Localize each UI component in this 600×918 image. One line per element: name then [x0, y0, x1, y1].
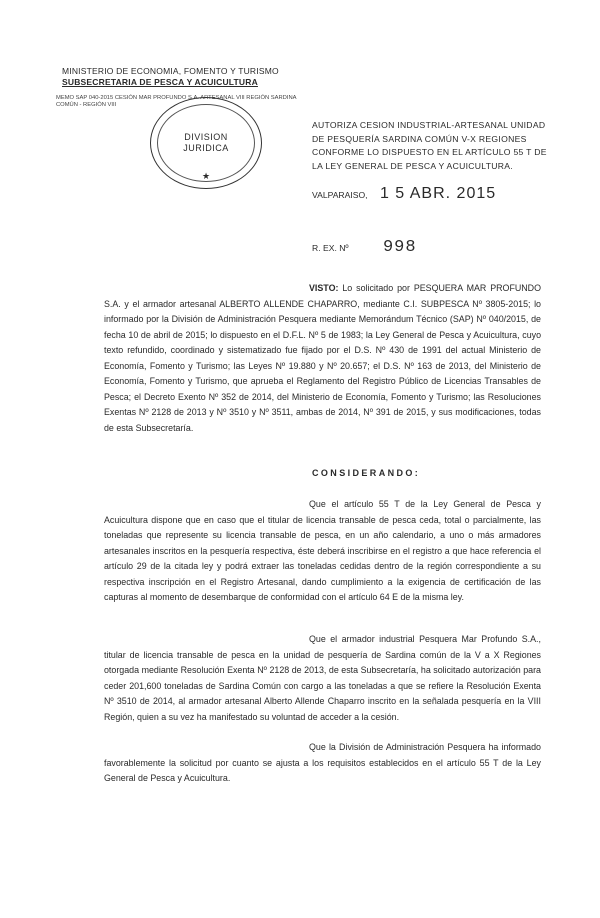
considerando-heading: CONSIDERANDO: — [312, 468, 421, 478]
subsecretaria-name: SUBSECRETARIA DE PESCA Y ACUICULTURA — [62, 77, 258, 87]
visto-paragraph — [104, 281, 541, 436]
division-juridica-stamp — [150, 97, 262, 189]
resolution-number-value: 998 — [382, 238, 417, 257]
visto-text: Lo solicitado por PESQUERA MAR PROFUNDO S.A. y el armador artesanal ALBERTO ALLENDE CHAPARRO, mediante C.I. SUBPESCA Nº 3805-2015; lo informado por la División de Administración Pesquera mediante Memorándum Técnico (SAP) Nº 040/2015, de fecha 10 de abril de 2015; lo dispuesto en el D.F.L. Nº 5 de 1983; la Ley General de Pesca y Acuicultura, cuyo texto refundido, coordinado y sistematizado fue fijado por el D.S. Nº 430 de 1991 del actual Ministerio de Economía, Fomento y Turismo; las Leyes Nº 19.880 y Nº 20.657; el D.S. Nº 163 de 2013, del Ministerio de Economía, Fomento y Turismo, que aprueba el Reglamento del Registro Público de Licencias Transables de Pesca; el Decreto Exento Nº 352 de 2014, del Ministerio de Economía, Fomento y Turismo; las Resoluciones Exentas Nº 2128 de 2013 y Nº 3510 y Nº 3511, ambas de 2014, Nº 391 de 2015, y sus modificaciones, todas de esta Subsecretaría. — [104, 283, 541, 433]
resolution-date — [312, 185, 496, 203]
considerando-paragraph-2: Que el armador industrial Pesquera Mar Profundo S.A., titular de licencia transable de pesca en la unidad de pesquería de Sardina común de la V a X Regiones otorgada mediante Resolución Exenta Nº 2128 de 2013, de esta Subsecretaría, ha solicitado autorización para ceder 201,600 toneladas de Sardina Común con cargo a las toneladas a que se refiere la Resolución Exenta Nº 3510 de 2014, al armador artesanal Alberto Allende Chaparro inscrito en la señalada pesquería en la VIII Región, quien a su vez ha manifestado su voluntad de acceder a la cesión. — [104, 634, 541, 722]
ministry-name: MINISTERIO DE ECONOMIA, FOMENTO Y TURISMO — [62, 66, 279, 76]
visto-lead: VISTO: — [309, 283, 339, 293]
considerando-paragraph-3: Que la División de Administración Pesquera ha informado favorablemente la solicitud por cuanto se ajusta a los requisitos establecidos en el artículo 55 T de la Ley General de Pesca y Acuicultura. — [104, 742, 541, 783]
memo-reference: MEMO SAP 040-2015 CESIÓN MAR PROFUNDO S.A. ARTESANAL VIII REGIÓN SARDINA COMÚN - REGIÓN VIII — [56, 95, 297, 108]
resolution-number — [312, 238, 417, 257]
date-city: VALPARAISO, — [312, 190, 368, 200]
letterhead — [62, 66, 279, 87]
stamp-line-2: JURIDICA — [183, 143, 229, 153]
considerando-paragraph-1: Que el artículo 55 T de la Ley General de Pesca y Acuicultura dispone que en caso que el titular de licencia transable de pesca ceda, total o parcialmente, las toneladas que represente su licencia transable de pesca, en un año calendario, a uno o más armadores artesanales inscritos en la pesquería respectiva, éste deberá inscribirse en el registro a que hace referencia el artículo 29 de la citada ley y podrá extraer las toneladas cedidas dentro de la región correspondiente a su respectiva inscripción en el Registro Artesanal, dando cumplimiento a la exigencia de certificación de las capturas al momento de desembarque de conformidad con el artículo 64 E de la misma ley. — [104, 499, 541, 602]
resolution-label: R. EX. Nº — [312, 243, 349, 253]
resolution-subject: AUTORIZA CESION INDUSTRIAL-ARTESANAL UNIDAD DE PESQUERÍA SARDINA COMÚN V-X REGIONES CONFORME LO DISPUESTO EN EL ARTÍCULO 55 T DE LA LEY GENERAL DE PESCA Y ACUICULTURA. — [312, 120, 547, 171]
stamp-line-1: DIVISION — [184, 132, 228, 142]
date-value: 1 5 ABR. 2015 — [379, 185, 497, 202]
star-icon: ★ — [201, 171, 211, 181]
